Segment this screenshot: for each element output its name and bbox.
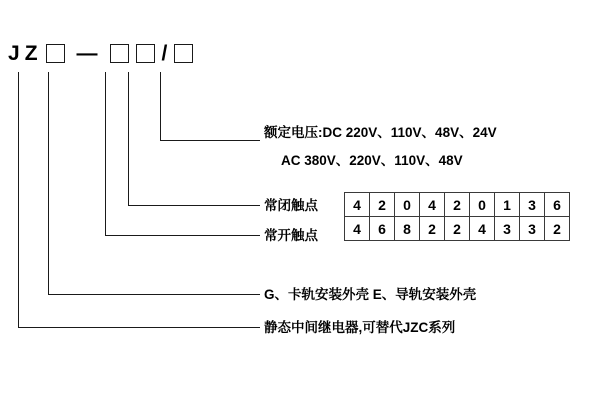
leader-hline-no (105, 235, 260, 236)
table-cell: 1 (495, 193, 520, 217)
table-cell: 2 (445, 217, 470, 241)
leader-vline-nc (128, 72, 129, 205)
table-row (345, 217, 570, 241)
code-slash: / (161, 41, 168, 65)
label-rated-voltage-line1: 额定电压:DC 220V、110V、48V、24V (264, 125, 497, 140)
table-cell: 3 (520, 193, 545, 217)
leader-vline-description (18, 72, 19, 327)
code-dash: — (76, 41, 98, 65)
code-box-3 (136, 44, 155, 63)
label-normally-closed: 常闭触点 (264, 198, 318, 213)
code-letter-z: Z (24, 41, 39, 65)
table-cell: 2 (370, 193, 395, 217)
table-cell: 0 (470, 193, 495, 217)
table-cell: 4 (345, 217, 370, 241)
table-cell: 2 (420, 217, 445, 241)
table-cell: 4 (420, 193, 445, 217)
table-cell: 4 (470, 217, 495, 241)
table-row (345, 193, 570, 217)
leader-vline-enclosure (48, 72, 49, 294)
table-cell: 2 (445, 193, 470, 217)
code-letter-j: J (8, 41, 21, 65)
table-cell: 3 (495, 217, 520, 241)
table-cell: 2 (545, 217, 570, 241)
table-cell: 6 (545, 193, 570, 217)
table-cell: 4 (345, 193, 370, 217)
leader-hline-nc (128, 205, 260, 206)
code-box-4 (174, 44, 193, 63)
table-cell: 0 (395, 193, 420, 217)
leader-hline-enclosure (48, 294, 260, 295)
label-description: 静态中间继电器,可替代JZC系列 (264, 320, 456, 335)
code-box-1 (46, 44, 65, 63)
table-cell: 8 (395, 217, 420, 241)
leader-hline-voltage (160, 140, 260, 141)
leader-vline-voltage (160, 72, 161, 140)
leader-hline-description (18, 327, 260, 328)
code-box-2 (110, 44, 129, 63)
contact-table (344, 192, 570, 241)
table-cell: 3 (520, 217, 545, 241)
label-enclosure: G、卡轨安装外壳 E、导轨安装外壳 (264, 287, 477, 302)
label-rated-voltage-line2: AC 380V、220V、110V、48V (281, 153, 463, 168)
label-normally-open: 常开触点 (264, 228, 318, 243)
table-cell: 6 (370, 217, 395, 241)
leader-vline-no (105, 72, 106, 235)
model-code-row (8, 38, 193, 68)
